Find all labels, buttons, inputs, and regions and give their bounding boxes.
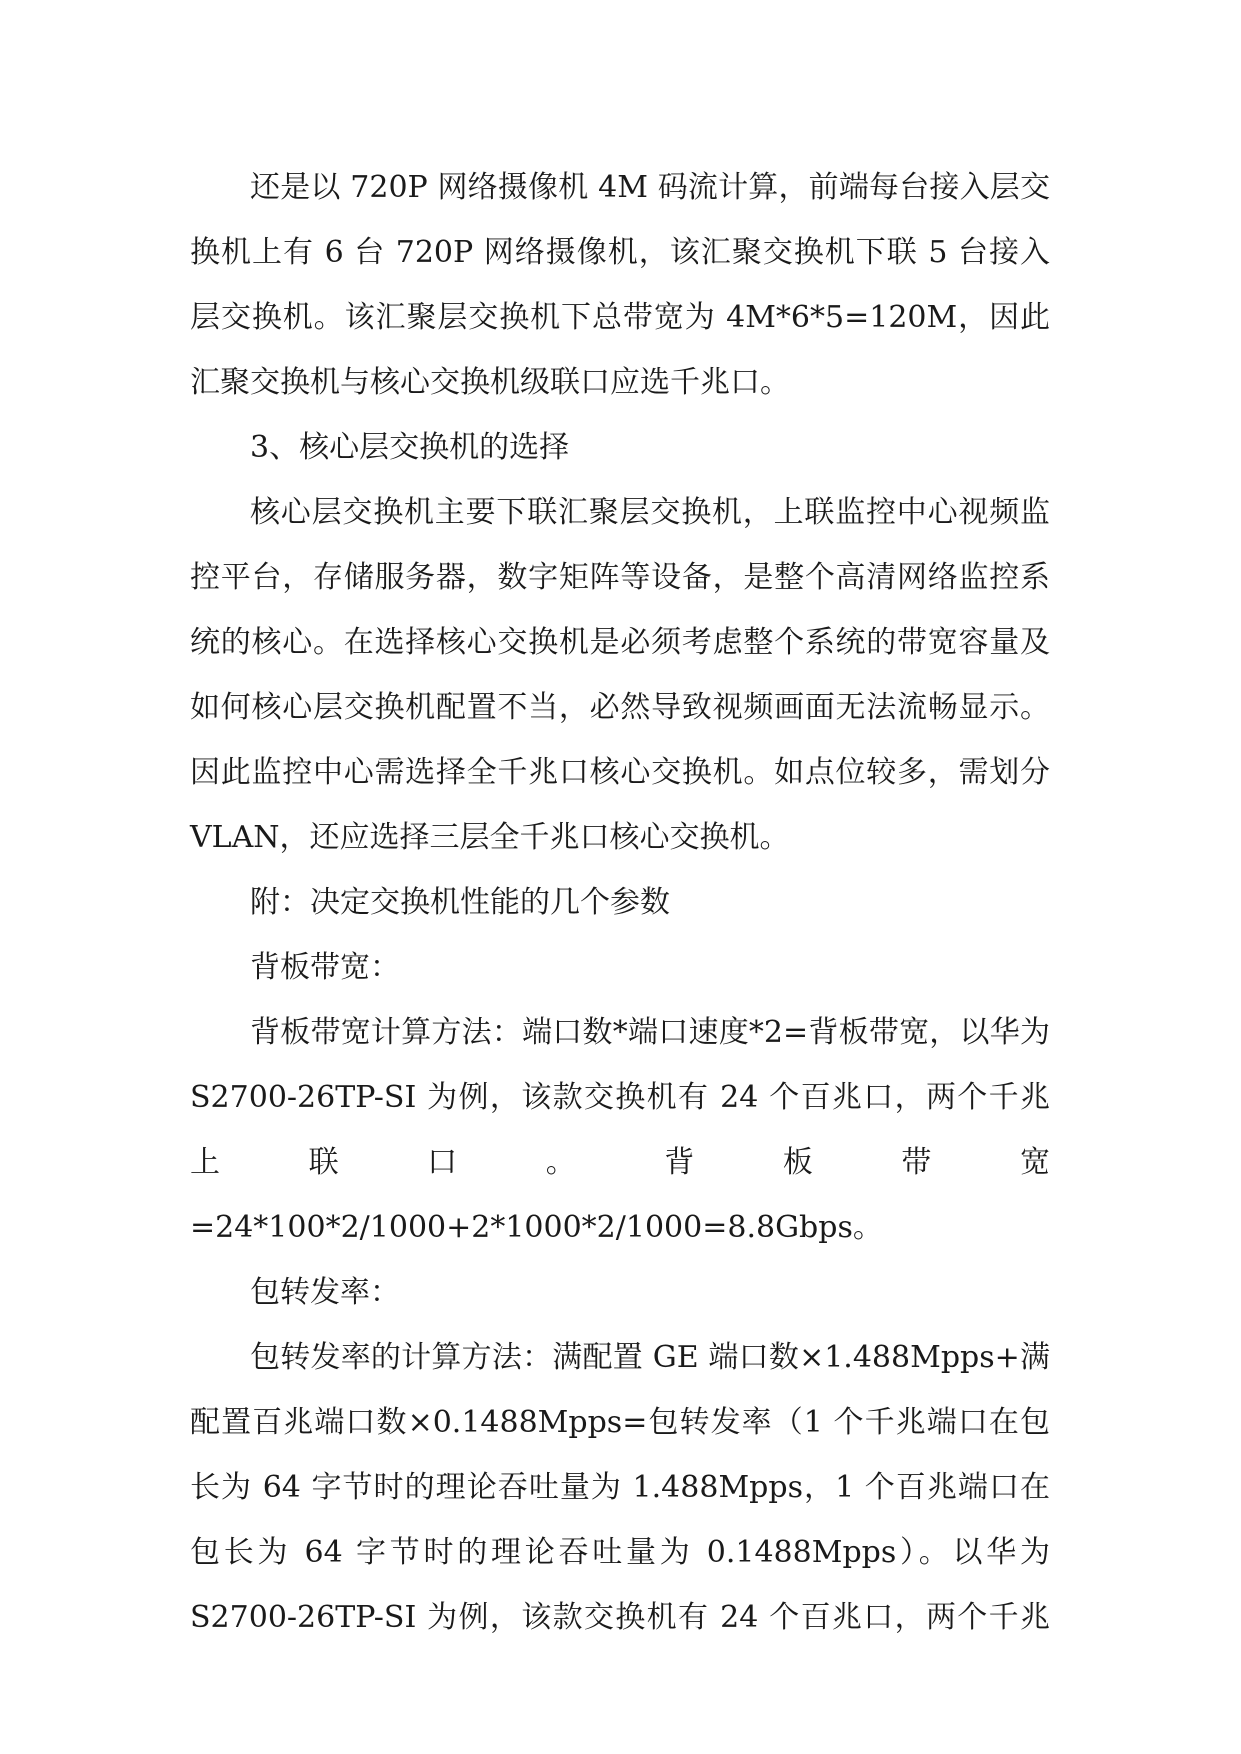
section-heading-core-switch: 3、核心层交换机的选择 — [250, 430, 570, 465]
paragraph-packet-forwarding: 包转发率的计算方法：满配置 GE 端口数×1.488Mpps+满配置百兆端口数×0.1488Mpps=包转发率（1 个千兆端口在包长为 64 字节时的理论吞吐量为 1.488Mpps，1 个百兆端口在包长为 64 字节时的理论吞吐量为 0.1488Mpps）。以华为 S2700-26TP-SI 为例，该款交换机有 24 个百兆口，两个千兆 — [190, 1340, 1050, 1635]
appendix-heading: 附：决定交换机性能的几个参数 — [250, 885, 670, 920]
packet-forwarding-heading: 包转发率： — [250, 1275, 400, 1310]
paragraph-backplane-bandwidth: 背板带宽计算方法：端口数*端口速度*2=背板带宽，以华为 S2700-26TP-SI 为例，该款交换机有 24 个百兆口，两个千兆上联口。背板带宽 =24*100*2/1000+2*1000*2/1000=8.8Gbps。 — [190, 1015, 1050, 1245]
document-body — [190, 155, 1050, 1650]
paragraph-aggregation-bandwidth: 还是以 720P 网络摄像机 4M 码流计算，前端每台接入层交换机上有 6 台 720P 网络摄像机，该汇聚交换机下联 5 台接入层交换机。该汇聚层交换机下总带宽为 4M*6*5=120M，因此汇聚交换机与核心交换机级联口应选千兆口。 — [190, 170, 1050, 400]
backplane-bandwidth-heading: 背板带宽： — [250, 950, 400, 985]
paragraph-core-switch: 核心层交换机主要下联汇聚层交换机，上联监控中心视频监控平台，存储服务器，数字矩阵等设备，是整个高清网络监控系统的核心。在选择核心交换机是必须考虑整个系统的带宽容量及如何核心层交换机配置不当，必然导致视频画面无法流畅显示。因此监控中心需选择全千兆口核心交换机。如点位较多，需划分 VLAN，还应选择三层全千兆口核心交换机。 — [190, 495, 1050, 855]
